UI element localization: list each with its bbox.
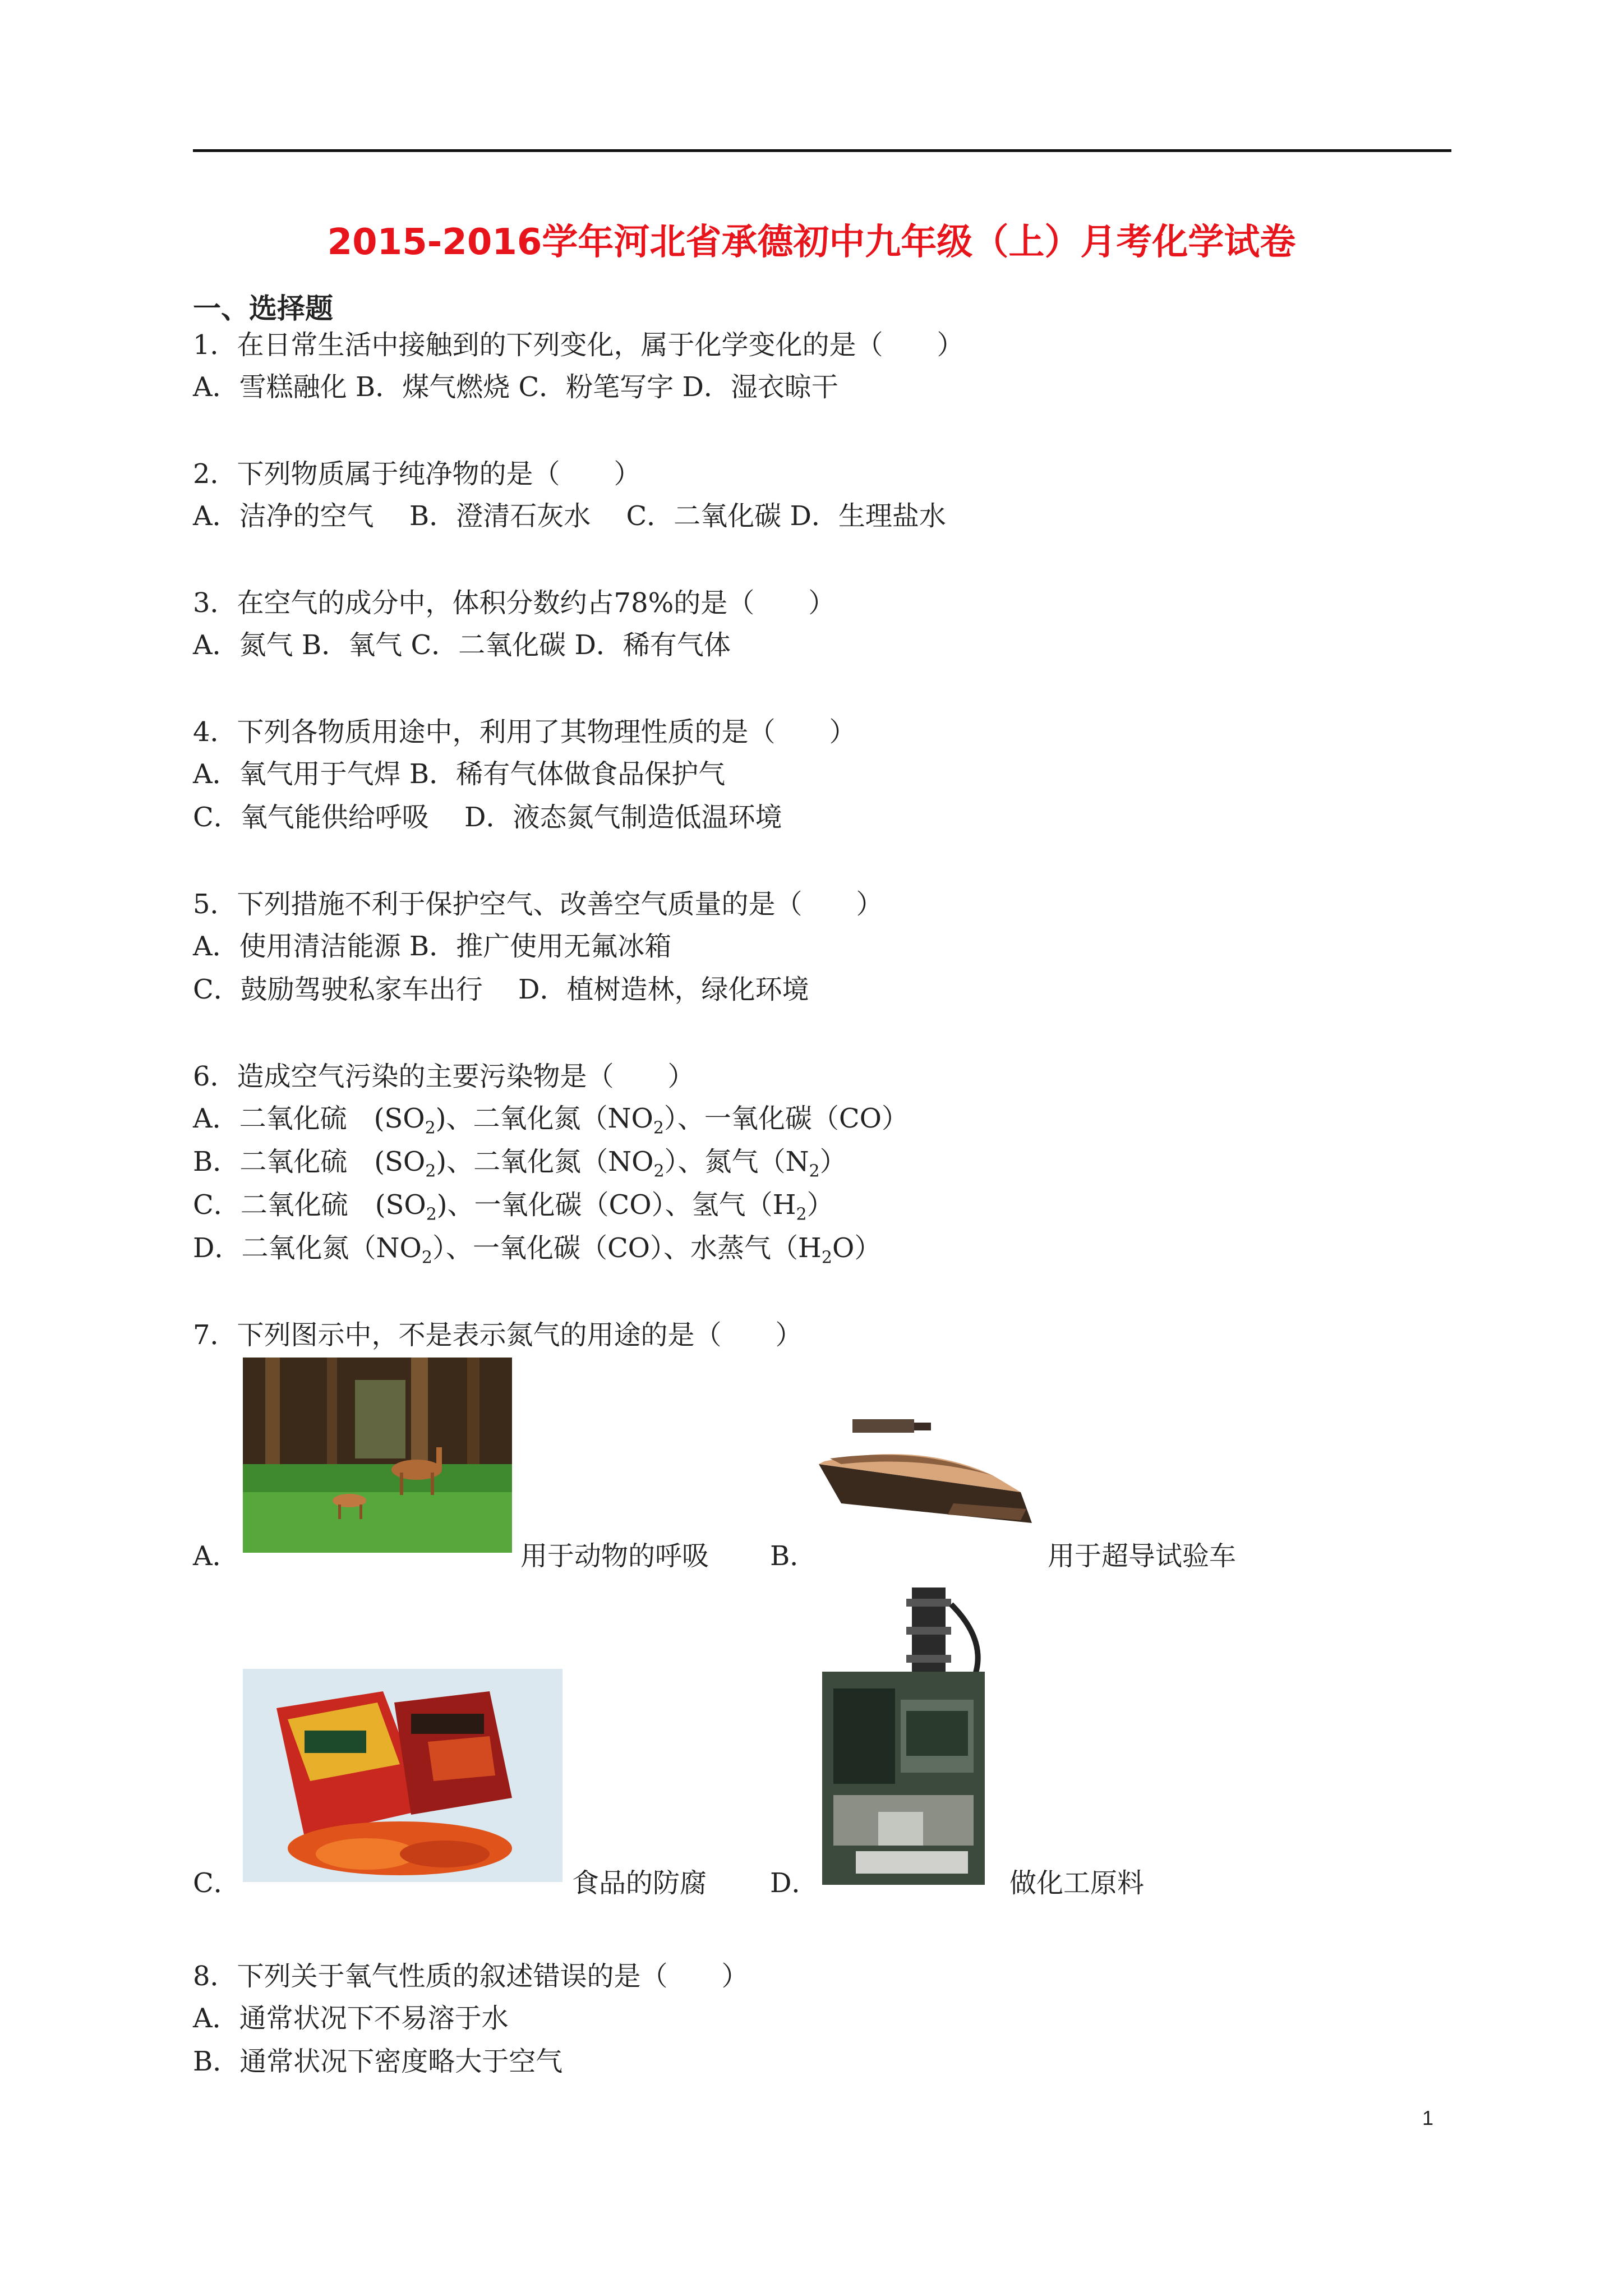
option-a-label: A． xyxy=(193,1540,239,1572)
option-c-label: C． xyxy=(193,1867,241,1899)
question-6-option-a: A．二氧化硫 $(SO_2)$、二氧化氮$(NO_2)$、一氧化碳（CO） xyxy=(193,1103,909,1138)
chemical-plant-image xyxy=(822,1588,1013,1885)
question-7-stem: 7．下列图示中，不是表示氮气的用途的是（ ） xyxy=(193,1319,803,1351)
maglev-train-image xyxy=(808,1402,1043,1543)
question-3-stem: 3．在空气的成分中，体积分数约占78%的是（ ） xyxy=(193,587,836,619)
page-title: 2015-2016学年河北省承德初中九年级（上）月考化学试卷 xyxy=(327,222,1296,263)
option-d-caption: 做化工原料 xyxy=(1009,1867,1145,1899)
header-rule xyxy=(193,149,1451,152)
question-6-option-c: C．二氧化硫 $(SO_2)$、一氧化碳（CO）、氢气$(H_2)$ xyxy=(193,1189,834,1225)
question-8-option-a: A．通常状况下不易溶于水 xyxy=(193,2003,509,2034)
question-5-options-ab: A．使用清洁能源 B．推广使用无氟冰箱 xyxy=(193,931,672,962)
question-4-stem: 4．下列各物质用途中，利用了其物理性质的是（ ） xyxy=(193,716,856,748)
question-4-options-cd: C．氧气能供给呼吸 D．液态氮气制造低温环境 xyxy=(193,802,782,833)
question-8-option-b: B．通常状况下密度略大于空气 xyxy=(193,2046,563,2077)
question-5-options-cd: C．鼓励驾驶私家车出行 D．植树造林，绿化环境 xyxy=(193,974,809,1005)
question-1-stem: 1．在日常生活中接触到的下列变化，属于化学变化的是（ ） xyxy=(193,329,964,361)
question-6-stem: 6．造成空气污染的主要污染物是（ ） xyxy=(193,1061,695,1092)
page-number: 1 xyxy=(1422,2106,1434,2129)
question-5-stem: 5．下列措施不利于保护空气、改善空气质量的是（ ） xyxy=(193,889,883,920)
option-b-caption: 用于超导试验车 xyxy=(1048,1540,1237,1572)
question-3-options: A．氮气 B．氧气 C．二氧化碳 D．稀有气体 xyxy=(193,629,731,661)
snack-packages-image xyxy=(243,1669,562,1882)
question-4-options-ab: A．氧气用于气焊 B．稀有气体做食品保护气 xyxy=(193,758,726,790)
deer-forest-image xyxy=(243,1358,512,1553)
question-6-option-b: B．二氧化硫 $(SO_2)$、二氧化氮$(NO_2)$、氮气$(N_2)$ xyxy=(193,1146,847,1181)
question-2-options: A．洁净的空气 B．澄清石灰水 C．二氧化碳 D．生理盐水 xyxy=(193,500,946,532)
option-a-caption: 用于动物的呼吸 xyxy=(520,1540,709,1572)
option-d-label: D． xyxy=(770,1867,819,1899)
section-heading: 一、选择题 xyxy=(193,292,333,325)
question-1-options: A．雪糕融化 B．煤气燃烧 C．粉笔写字 D．湿衣晾干 xyxy=(193,371,838,403)
question-6-option-d: D．二氧化氮$(NO_2)$、一氧化碳（CO）、水蒸气$(H_2O)$ xyxy=(193,1232,882,1268)
option-b-label: B． xyxy=(770,1540,817,1572)
question-2-stem: 2．下列物质属于纯净物的是（ ） xyxy=(193,458,641,490)
option-c-caption: 食品的防腐 xyxy=(572,1867,707,1899)
question-8-stem: 8．下列关于氧气性质的叙述错误的是（ ） xyxy=(193,1961,749,1992)
